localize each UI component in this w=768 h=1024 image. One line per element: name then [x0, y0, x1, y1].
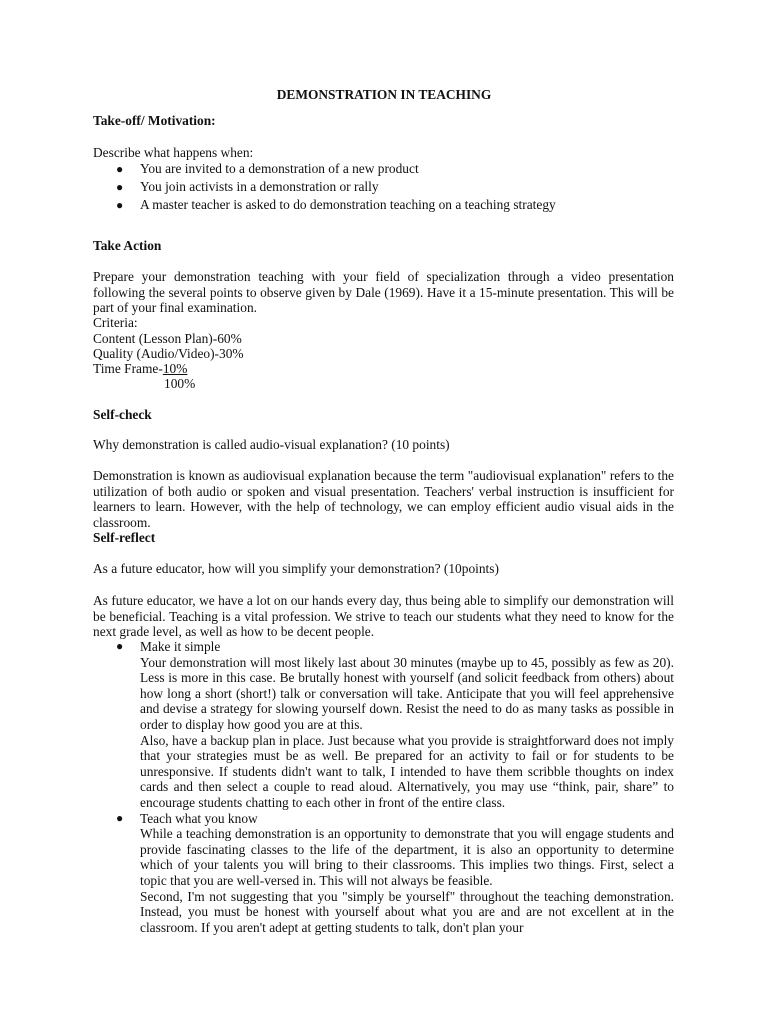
- self-reflect-heading: Self-reflect: [93, 530, 156, 545]
- bullet-icon: ●: [116, 198, 124, 212]
- bullet-icon: ●: [116, 810, 124, 825]
- list-item: ● You join activists in a demonstration or rally: [116, 179, 379, 194]
- bullet-icon: ●: [116, 162, 124, 176]
- list-item-paragraph: Second, I'm not suggesting that you "simply be yourself" throughout the teaching demonstration. Instead, you must be honest with yourself about what you are and are not excellent at in the classroom. If you aren't adept at getting students to talk, don't plan your: [140, 888, 674, 935]
- criteria-item-time-frame: Time Frame-10%: [93, 361, 188, 376]
- criteria-label: Criteria:: [93, 315, 138, 330]
- self-reflect-item-list: [93, 639, 674, 935]
- list-item: [93, 811, 674, 827]
- criteria-total: 100%: [164, 376, 196, 391]
- take-action-heading: Take Action: [93, 238, 162, 253]
- self-reflect-question: As a future educator, how will you simplify your demonstration? (10points): [93, 561, 499, 576]
- takeoff-intro: Describe what happens when:: [93, 145, 254, 160]
- list-item-paragraph: While a teaching demonstration is an opportunity to demonstrate that you will engage students and provide fascinating classes to the life of the department, it is also an opportunity to determine which of your talents you will bring to their classrooms. This implies two things. First, select a topic that you are well-versed in. This will not always be feasible.: [140, 826, 674, 888]
- list-item: [93, 639, 674, 655]
- self-check-heading: Self-check: [93, 407, 152, 422]
- list-item-label: Teach what you know: [140, 810, 258, 826]
- takeoff-heading: Take-off/ Motivation:: [93, 113, 216, 128]
- self-check-answer: Demonstration is known as audiovisual explanation because the term "audiovisual explanation" refers to the utilization of both audio or spoken and visual presentation. Teachers' verbal instruction is insufficient for learners to learn. However, with the help of technology, we can employ efficient audio visual aids in the classroom.: [93, 468, 674, 530]
- bullet-icon: ●: [116, 639, 124, 653]
- list-item-label: Make it simple: [140, 639, 221, 654]
- list-item: ● You are invited to a demonstration of a new product: [116, 161, 419, 176]
- criteria-item-content: Content (Lesson Plan)-60%: [93, 331, 242, 346]
- bullet-icon: ●: [116, 180, 124, 194]
- list-item-paragraph: Also, have a backup plan in place. Just because what you provide is straightforward does not imply that your strategies must be as well. Be prepared for an activity to fail or for students to be unresponsive. If students didn't want to talk, I intended to have them scribble thoughts on index cards and then select a couple to read aloud. Alternatively, you may use “think, pair, share” to encourage students chatting to each other in front of the entire class.: [140, 732, 674, 810]
- criteria-item-quality: Quality (Audio/Video)-30%: [93, 346, 244, 361]
- page-title: DEMONSTRATION IN TEACHING: [276, 87, 492, 102]
- self-reflect-intro: As future educator, we have a lot on our hands every day, thus being able to simplify our demonstration will be beneficial. Teaching is a vital profession. We strive to teach our students what they need to know for the next grade level, as well as how to be decent people.: [93, 593, 674, 640]
- takeoff-bullet-list: [93, 160, 674, 214]
- take-action-paragraph: Prepare your demonstration teaching with your field of specialization through a video presentation following the several points to observe given by Dale (1969). Have it a 15-minute presentation. This will be part of your final examination.: [93, 269, 674, 316]
- self-check-question: Why demonstration is called audio-visual explanation? (10 points): [93, 437, 450, 452]
- list-item-paragraph: Your demonstration will most likely last about 30 minutes (maybe up to 45, possibly as few as 20). Less is more in this case. Be brutally honest with yourself (and solicit feedback from others) about how long a short (short!) talk or conversation will take. Anticipate that you will feel apprehensive and devise a strategy for slowing yourself down. Resist the need to do as many tasks as possible in order to display how good you are at this.: [140, 654, 674, 732]
- list-item: ● A master teacher is asked to do demonstration teaching on a teaching strategy: [116, 197, 556, 212]
